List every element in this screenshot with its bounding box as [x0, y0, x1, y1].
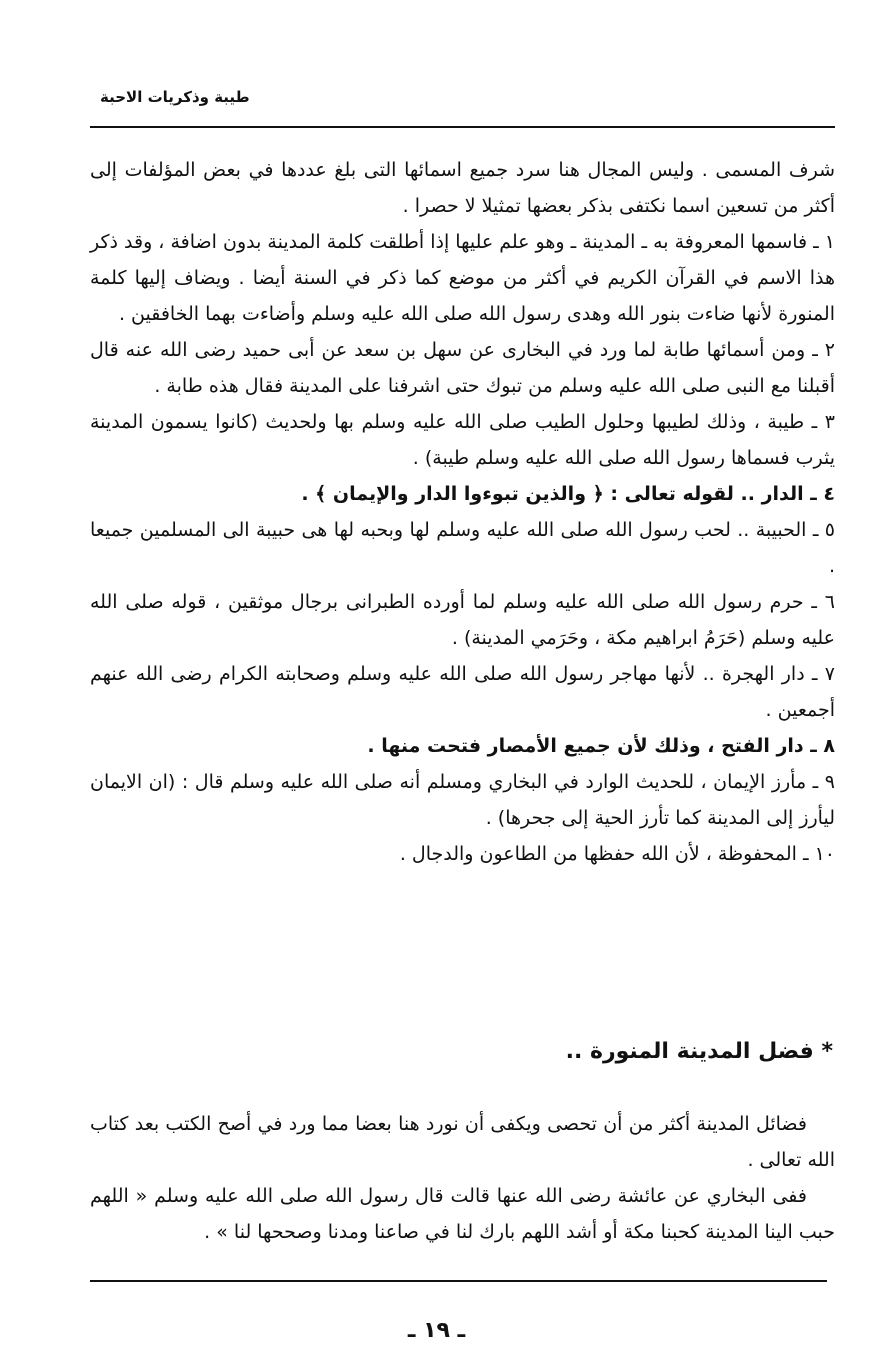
list-item-3: ٣ ـ طيبة ، وذلك لطيبها وحلول الطيب صلى الله عليه وسلم بها ولحديث (كانوا يسمون المدينة يثرب فسماها رسول الله صلى الله عليه وسلم طيبة) . [90, 411, 835, 469]
paragraph-intro: شرف المسمى . وليس المجال هنا سرد جميع اسمائها التى بلغ عددها في بعض المؤلفات إلى أكثر من تسعين اسما نكتفى بذكر بعضها تمثيلا لا حصرا . [90, 159, 835, 217]
list-item-8: ٨ ـ دار الفتح ، وذلك لأن جميع الأمصار فتحت منها . [367, 735, 835, 757]
list-item-4: ٤ ـ الدار .. لقوله تعالى : ﴿ والذين تبوءوا الدار والإيمان ﴾ . [301, 483, 835, 505]
footer-divider [90, 1280, 827, 1282]
section-paragraph-1: فضائل المدينة أكثر من أن تحصى ويكفى أن نورد هنا بعضا مما ورد في أصح الكتب بعد كتاب الله تعالى . [90, 1113, 835, 1171]
section-heading: * فضل المدينة المنورة .. [565, 1039, 833, 1064]
list-item-1: ١ ـ فاسمها المعروفة به ـ المدينة ـ وهو علم عليها إذا أطلقت كلمة المدينة بدون اضافة ، وقد ذكر هذا الاسم في القرآن الكريم في أكثر من موضع كما ذكر في السنة أيضا . ويضاف إليها كلمة المنورة لأنها ضاءت بنور الله وهدى رسول الله صلى الله عليه وسلم وأضاءت بهما الخافقين . [90, 231, 835, 325]
section-paragraph-2: ففى البخاري عن عائشة رضى الله عنها قالت قال رسول الله صلى الله عليه وسلم « اللهم حبب الينا المدينة كحبنا مكة أو أشد اللهم بارك لنا في صاعنا ومدنا وصححها لنا » . [90, 1185, 835, 1243]
list-item-9: ٩ ـ مأرز الإيمان ، للحديث الوارد في البخاري ومسلم أنه صلى الله عليه وسلم قال : (ان الايمان ليأرز إلى المدينة كما تأرز الحية إلى جحرها) . [90, 771, 835, 829]
page-number: ـ ١٩ ـ [407, 1318, 466, 1343]
list-item-10: ١٠ ـ المحفوظة ، لأن الله حفظها من الطاعون والدجال . [399, 843, 835, 865]
running-header: طيبة وذكريات الاحبة [100, 88, 250, 106]
page-body [90, 152, 835, 872]
header-divider [90, 126, 835, 128]
list-item-2: ٢ ـ ومن أسمائها طابة لما ورد في البخارى عن سهل بن سعد عن أبى حميد رضى الله عنه قال أقبلنا مع النبى صلى الله عليه وسلم من تبوك حتى اشرفنا على المدينة فقال هذه طابة . [90, 339, 835, 397]
list-item-5: ٥ ـ الحبيبة .. لحب رسول الله صلى الله عليه وسلم لها وبحبه لها هى حبيبة الى المسلمين جميعا . [90, 519, 835, 577]
list-item-7: ٧ ـ دار الهجرة .. لأنها مهاجر رسول الله صلى الله عليه وسلم وصحابته الكرام رضى الله عنهم أجمعين . [90, 663, 835, 721]
list-item-6: ٦ ـ حرم رسول الله صلى الله عليه وسلم لما أورده الطبرانى برجال موثقين ، قوله صلى الله عليه وسلم (حَرَمُ ابراهيم مكة ، وحَرَمي المدينة) . [90, 591, 835, 649]
section-body [90, 1106, 835, 1250]
